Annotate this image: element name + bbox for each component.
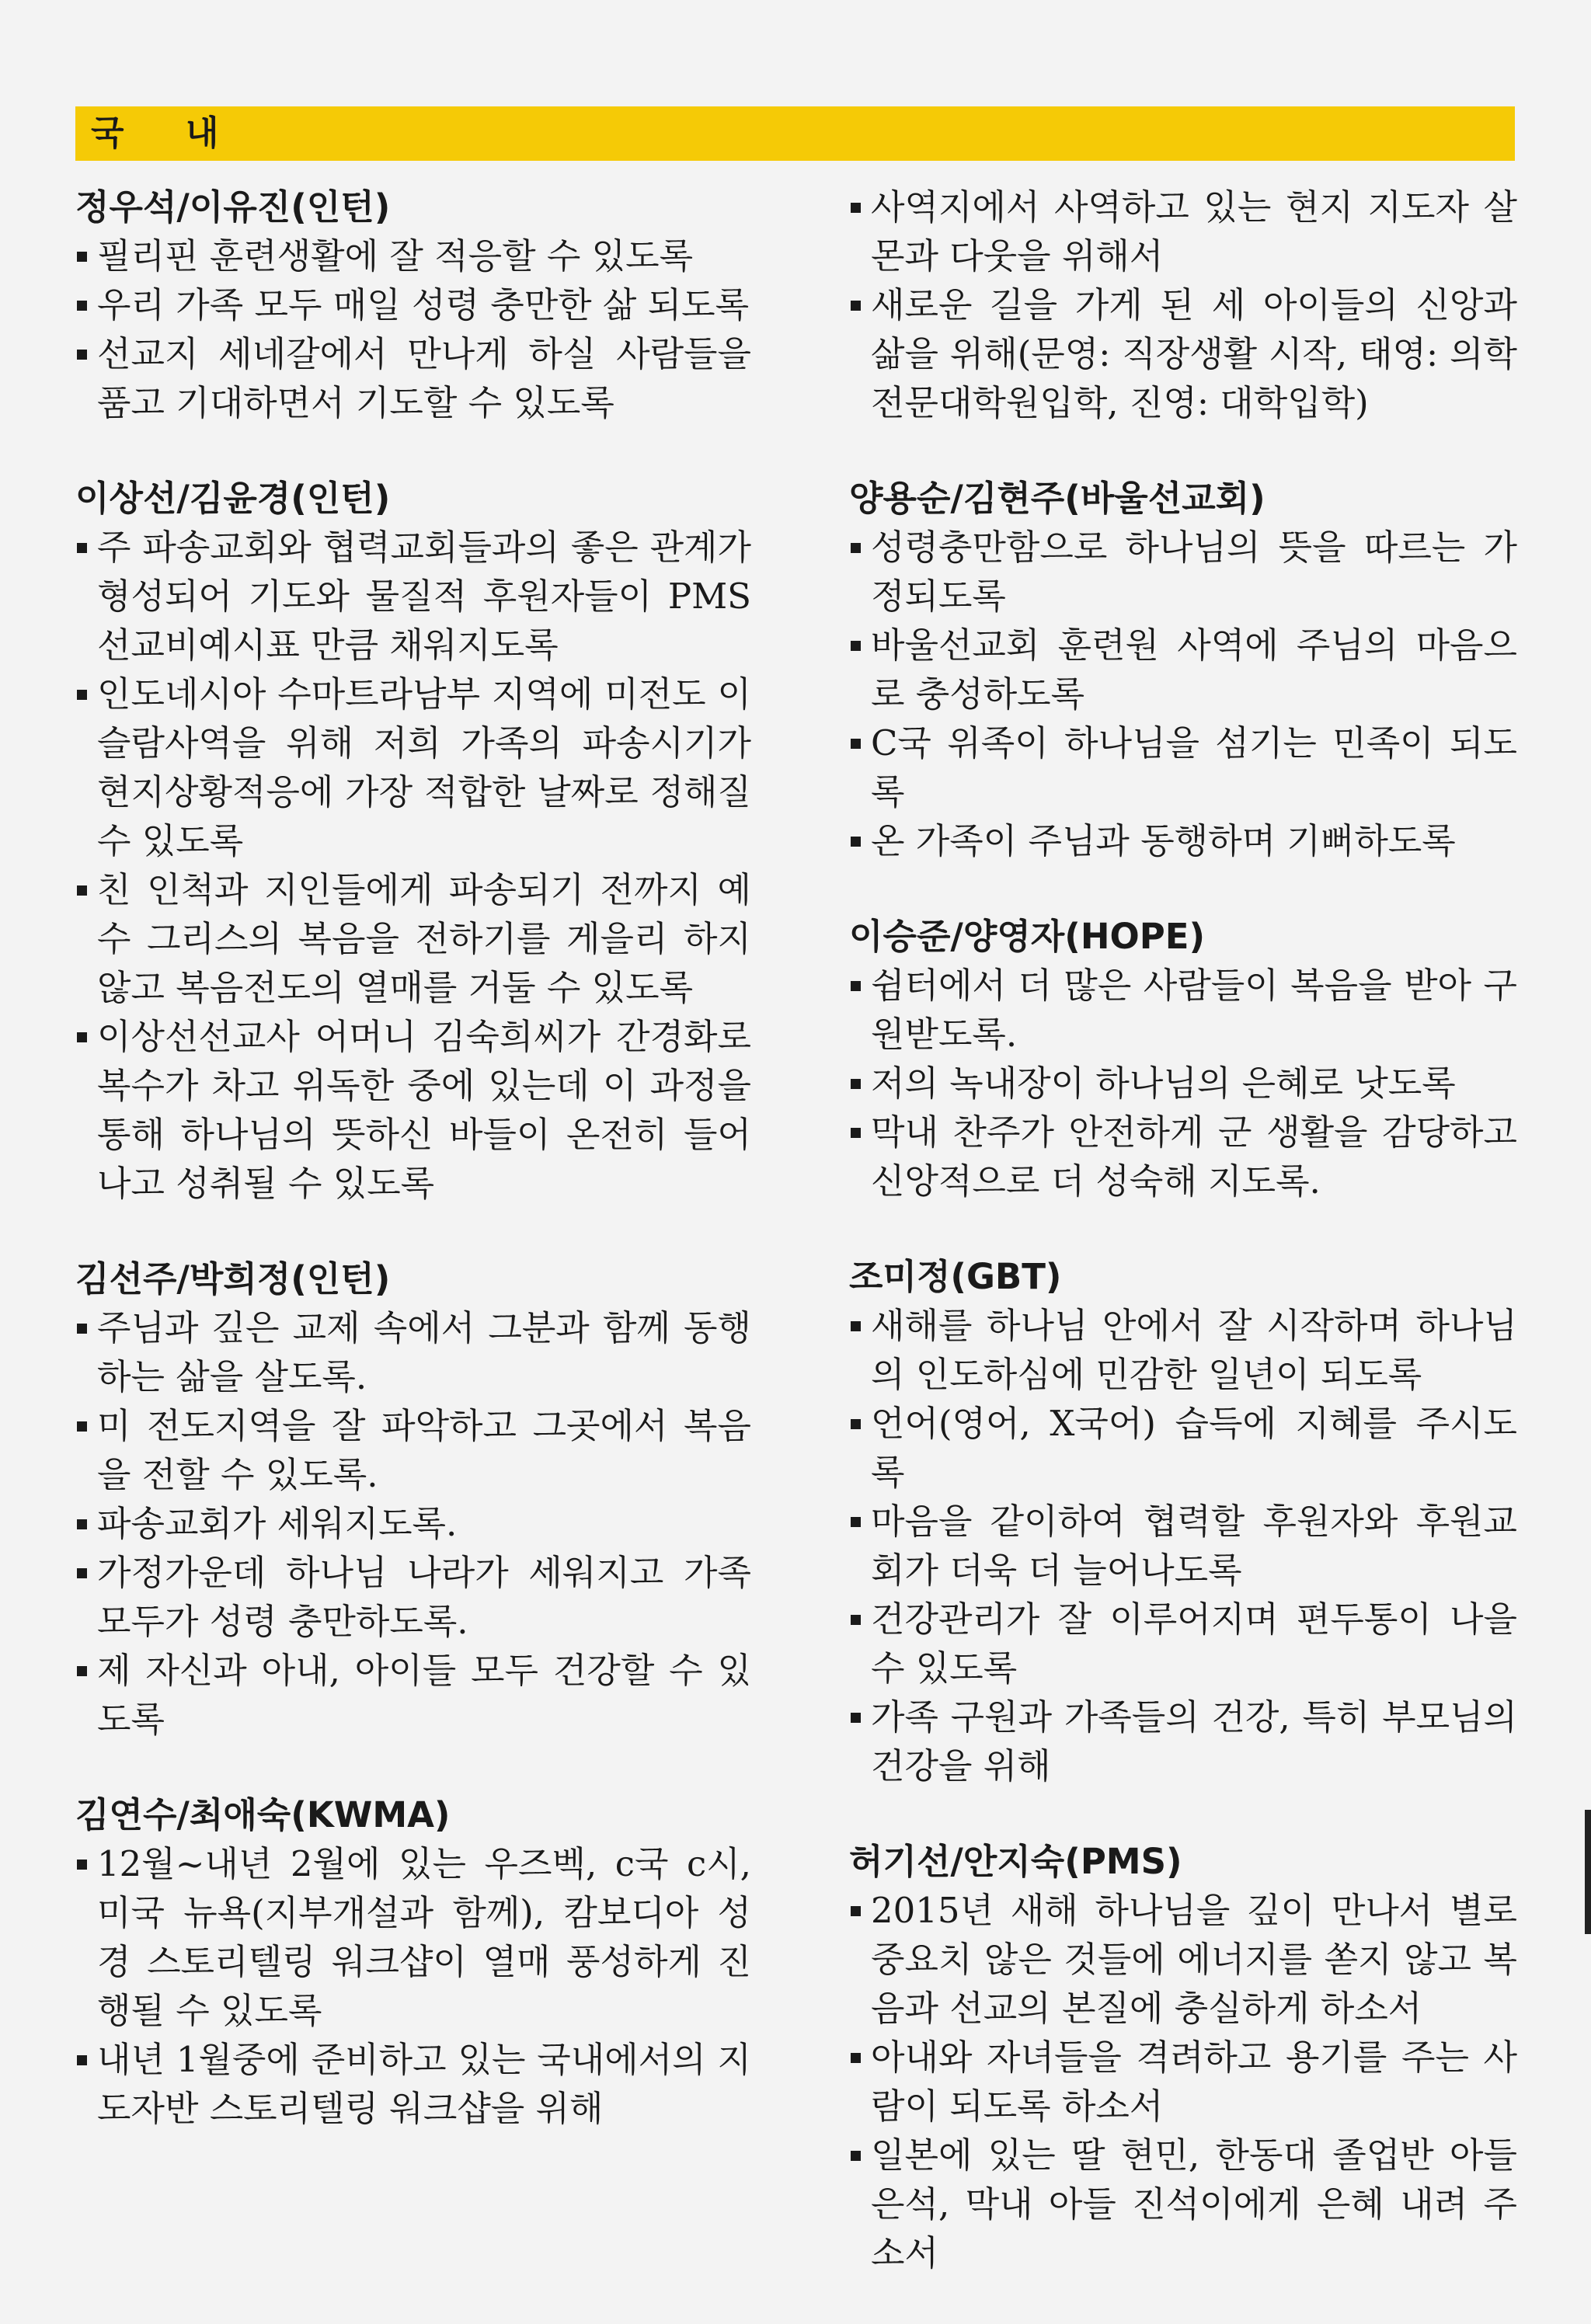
prayer-item: 이상선선교사 어머니 김숙희씨가 간경화로 복수가 차고 위독한 중에 있는데 이 과정을 통해 하나님의 뜻하신 바들이 온전히 들어나고 성취될 수 있도록 xyxy=(75,1012,751,1208)
prayer-item: 우리 가족 모두 매일 성령 충만한 삶 되도록 xyxy=(75,280,751,329)
prayer-item: 언어(영어, X국어) 습득에 지혜를 주시도록 xyxy=(849,1399,1517,1497)
prayer-item: 내년 1월중에 준비하고 있는 국내에서의 지도자반 스토리텔링 워크샵을 위해 xyxy=(75,2035,751,2133)
prayer-entry xyxy=(849,1252,1517,1790)
right-column xyxy=(849,183,1517,2324)
prayer-item: 사역지에서 사역하고 있는 현지 지도자 살몬과 다웃을 위해서 xyxy=(849,183,1517,280)
missionary-name: 김선주/박희정(인턴) xyxy=(75,1258,391,1299)
missionary-name: 이승준/양영자(HOPE) xyxy=(849,916,1206,957)
prayer-item: 필리핀 훈련생활에 잘 적응할 수 있도록 xyxy=(75,231,751,280)
prayer-item: 주님과 깊은 교제 속에서 그분과 함께 동행 하는 삶을 살도록. xyxy=(75,1303,751,1401)
prayer-item: 가정가운데 하나님 나라가 세워지고 가족 모두가 성령 충만하도록. xyxy=(75,1548,751,1646)
missionary-name: 허기선/안지숙(PMS) xyxy=(849,1841,1182,1882)
prayer-item: 가족 구원과 가족들의 건강, 특히 부모님의 건강을 위해 xyxy=(849,1693,1517,1790)
prayer-entry xyxy=(849,183,1517,427)
prayer-item: 온 가족이 주님과 동행하며 기뻐하도록 xyxy=(849,816,1517,865)
section-header: 국 내 xyxy=(75,106,1515,161)
prayer-item: 주 파송교회와 협력교회들과의 좋은 관계가 형성되어 기도와 물질적 후원자들이 PMS선교비예시표 만큼 채워지도록 xyxy=(75,523,751,670)
prayer-item: 쉼터에서 더 많은 사람들이 복음을 받아 구원받도록. xyxy=(849,961,1517,1059)
missionary-name: 이상선/김윤경(인턴) xyxy=(75,478,391,519)
prayer-entry xyxy=(75,474,751,1208)
prayer-item: 12월~내년 2월에 있는 우즈벡, c국 c시, 미국 뉴욕(지부개설과 함께), 캄보디아 성경 스토리텔링 워크샵이 열매 풍성하게 진행될 수 있도록 xyxy=(75,1839,751,2035)
prayer-item: 아내와 자녀들을 격려하고 용기를 주는 사람이 되도록 하소서 xyxy=(849,2033,1517,2131)
prayer-item: 선교지 세네갈에서 만나게 하실 사람들을 품고 기대하면서 기도할 수 있도록 xyxy=(75,329,751,427)
prayer-item: 미 전도지역을 잘 파악하고 그곳에서 복음을 전할 수 있도록. xyxy=(75,1401,751,1499)
prayer-item: 인도네시아 수마트라남부 지역에 미전도 이슬람사역을 위해 저희 가족의 파송시기가 현지상황적응에 가장 적합한 날짜로 정해질 수 있도록 xyxy=(75,670,751,865)
prayer-entry xyxy=(849,474,1517,865)
prayer-item: 막내 찬주가 안전하게 군 생활을 감당하고 신앙적으로 더 성숙해 지도록. xyxy=(849,1108,1517,1205)
missionary-name: 조미정(GBT) xyxy=(849,1256,1062,1297)
prayer-item: 제 자신과 아내, 아이들 모두 건강할 수 있도록 xyxy=(75,1646,751,1744)
prayer-item: 2015년 새해 하나님을 깊이 만나서 별로 중요치 않은 것들에 에너지를 쏟지 않고 복음과 선교의 본질에 충실하게 하소서 xyxy=(849,1886,1517,2033)
prayer-item: 새해를 하나님 안에서 잘 시작하며 하나님의 인도하심에 민감한 일년이 되도록 xyxy=(849,1301,1517,1399)
prayer-item: 건강관리가 잘 이루어지며 편두통이 나을 수 있도록 xyxy=(849,1595,1517,1693)
prayer-entry xyxy=(849,1837,1517,2277)
prayer-item: 친 인척과 지인들에게 파송되기 전까지 예수 그리스의 복음을 전하기를 게을리 하지않고 복음전도의 열매를 거둘 수 있도록 xyxy=(75,865,751,1012)
page-edge-mark xyxy=(1585,1810,1591,1934)
prayer-item: 파송교회가 세워지도록. xyxy=(75,1499,751,1548)
missionary-name: 김연수/최애숙(KWMA) xyxy=(75,1794,451,1835)
prayer-entry xyxy=(75,1254,751,1744)
missionary-name: 양용순/김현주(바울선교회) xyxy=(849,478,1265,519)
prayer-item: 바울선교회 훈련원 사역에 주님의 마음으로 충성하도록 xyxy=(849,621,1517,718)
prayer-item: 성령충만함으로 하나님의 뜻을 따르는 가정되도록 xyxy=(849,523,1517,621)
missionary-name: 정우석/이유진(인턴) xyxy=(75,186,391,228)
prayer-item: 새로운 길을 가게 된 세 아이들의 신앙과 삶을 위해(문영: 직장생활 시작, 태영: 의학전문대학원입학, 진영: 대학입학) xyxy=(849,280,1517,427)
left-column xyxy=(75,183,751,2180)
prayer-item: 마음을 같이하여 협력할 후원자와 후원교회가 더욱 더 늘어나도록 xyxy=(849,1497,1517,1595)
prayer-entry xyxy=(75,183,751,427)
prayer-item: C국 위족이 하나님을 섬기는 민족이 되도록 xyxy=(849,718,1517,816)
prayer-item: 일본에 있는 딸 현민, 한동대 졸업반 아들 은석, 막내 아들 진석이에게 은혜 내려 주소서 xyxy=(849,2131,1517,2277)
prayer-entry xyxy=(75,1790,751,2133)
prayer-item: 저의 녹내장이 하나님의 은혜로 낫도록 xyxy=(849,1059,1517,1108)
prayer-entry xyxy=(849,912,1517,1205)
